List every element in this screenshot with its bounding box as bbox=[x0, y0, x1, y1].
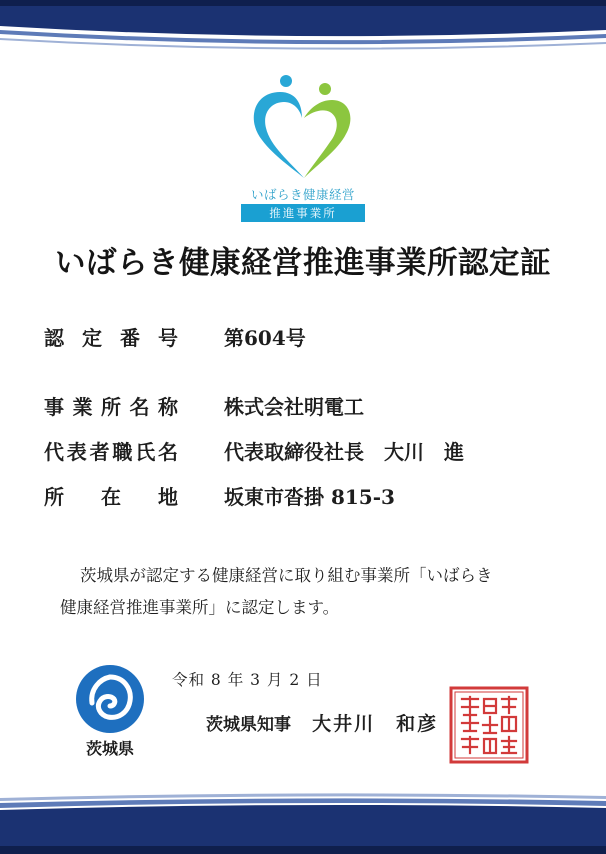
certificate-body bbox=[60, 560, 560, 624]
certificate-title: いばらき健康経営推進事業所認定証 bbox=[55, 246, 551, 281]
health-management-logo bbox=[240, 72, 366, 224]
logo-subtitle: 推進事業所 bbox=[241, 204, 365, 222]
field-value-address: 坂東市沓掛 815-3 bbox=[224, 485, 395, 509]
field-value-certification-number: 第604号 bbox=[224, 326, 306, 350]
body-line-2: 健康経営推進事業所」に認定します。 bbox=[60, 598, 340, 617]
field-label-representative: 代表者職氏名 bbox=[44, 440, 178, 464]
field-value-representative: 代表取締役社長 大川 進 bbox=[224, 440, 464, 464]
field-label-address: 所在地 bbox=[44, 485, 178, 509]
governor-name: 大井川 和彦 bbox=[312, 713, 439, 735]
ibaraki-emblem-icon bbox=[72, 663, 148, 735]
field-label-business-name: 事業所名称 bbox=[44, 395, 178, 419]
governor-signature-line bbox=[206, 709, 438, 736]
red-seal-stamp bbox=[448, 685, 530, 765]
heart-figures-icon bbox=[240, 72, 366, 184]
field-value-business-name: 株式会社明電工 bbox=[224, 395, 364, 419]
top-decorative-band bbox=[0, 0, 606, 62]
official-seal bbox=[448, 685, 530, 765]
logo-title: いばらき健康経営 bbox=[250, 187, 355, 202]
prefecture-name: 茨城県 bbox=[85, 739, 134, 758]
body-line-1: 茨城県が認定する健康経営に取り組む事業所「いばらき bbox=[80, 566, 493, 585]
prefecture-emblem bbox=[72, 663, 148, 763]
field-label-certification-number: 認定番号 bbox=[44, 326, 178, 350]
governor-title: 茨城県知事 bbox=[206, 715, 291, 735]
bottom-decorative-band bbox=[0, 790, 606, 854]
issue-date: 令和 8 年 3 月 2 日 bbox=[172, 671, 323, 689]
